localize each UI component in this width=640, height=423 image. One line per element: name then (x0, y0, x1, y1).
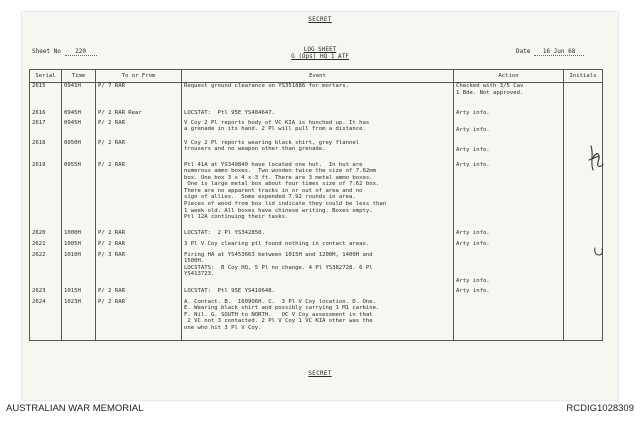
title-line-1: LOG SHEET (303, 46, 337, 53)
action-cell (454, 299, 564, 341)
time-cell: 0950H (62, 140, 96, 162)
event-cell: LOCSTAT: 2 Pl YS342850. (182, 230, 454, 241)
time-cell: 1005H (62, 241, 96, 252)
time-cell: 1015H (62, 288, 96, 299)
serial-cell: 2622 (30, 252, 62, 288)
serial-cell: 2620 (30, 230, 62, 241)
event-cell: Request ground clearance on YS351886 for mortars. (182, 83, 454, 110)
action-cell: Arty info. (454, 120, 564, 140)
serial-cell: 2624 (30, 299, 62, 341)
classification-bottom: SECRET (308, 370, 332, 377)
to-from-cell: P/ 3 RAR (96, 252, 182, 288)
to-from-cell: P/ 2 RAR (96, 140, 182, 162)
time-cell: 1023H (62, 299, 96, 341)
serial-cell: 2615 (30, 83, 62, 110)
to-from-cell: P/ 2 RAR (96, 162, 182, 230)
initials-cell (564, 299, 603, 341)
action-cell: Arty info. (454, 288, 564, 299)
sheet-number (32, 48, 97, 56)
header-action: Action (454, 70, 564, 83)
event-cell: Firing HA at YS453663 between 1015H and 1200H, 1400H and 1500H. LOCSTATS: B Coy HQ, 5 Pl no change. 4 Pl YS382728. 6 Pl YS413723. (182, 252, 454, 288)
serial-cell: 2616 (30, 110, 62, 120)
event-cell: LOCSTAT: Ptl 95E YS404647. (182, 110, 454, 120)
action-cell: Arty info. (454, 241, 564, 252)
serial-cell: 2619 (30, 162, 62, 230)
initials-cell (564, 120, 603, 140)
footer-record-id: RCDIG1028309 (566, 403, 634, 414)
time-cell: 0941H (62, 83, 96, 110)
sheet-label: Sheet No (32, 48, 61, 55)
table-row (30, 241, 603, 252)
header-event: Event (182, 70, 454, 83)
to-from-cell: P/ 2 RAR (96, 230, 182, 241)
table-row (30, 288, 603, 299)
to-from-cell: P/ 2 RAR (96, 288, 182, 299)
log-table (29, 69, 603, 341)
to-from-cell: P/ 2 RAR (96, 241, 182, 252)
action-cell: Arty info. (454, 252, 564, 288)
time-cell: 0945H (62, 110, 96, 120)
sheet-date (516, 48, 584, 56)
classification-top: SECRET (308, 16, 332, 23)
to-from-cell: P/ 2 RAR (96, 120, 182, 140)
event-cell: A. Contact. B. 1609O6H. C. 3 Pl V Coy location. D. One. E. Wearing black shirt and possibly carrying 1 M1 carbine. F. Nil. G. SOUTH to NORTH. OC V Coy assessment in that 2 VC not 3 contacted. 2 Pl V Coy 1 VC KIA other was the one who hit 3 Pl V Coy. (182, 299, 454, 341)
initials-cell (564, 288, 603, 299)
header-time: Time (62, 70, 96, 83)
serial-cell: 2623 (30, 288, 62, 299)
action-cell: Checked with 3/5 Cav 1 Bde. Not approved. (454, 83, 564, 110)
serial-cell: 2617 (30, 120, 62, 140)
event-cell: Ptl 41A at YS349840 have located one hut. In hut are numerous ammo boxes. Two wooden twice the size of 7.62mm box. One box 3 x 4 x 3 ft. There are 3 metal ammo boxes. One is large metal box about four times size of 7.62 box. There are no apparent tracks in or out of area and no sign of allies. Some expended 7.92 rounds in area. Pieces of wood from box lid indicate they could be less than 1 week old. All boxes have chinese writing. Boxes empty. Ptl 12A continuing their tasks. (182, 162, 454, 230)
action-cell: Arty info. (454, 230, 564, 241)
initials-cell (564, 230, 603, 241)
table-row (30, 120, 603, 140)
log-sheet-page (22, 12, 618, 400)
title-line-2: G (Ops) HQ 1 ATF (291, 53, 349, 60)
event-cell: V Coy 2 Pl reports wearing black shirt, grey flannel trousers and no weapon other than grenade. (182, 140, 454, 162)
table-header-row (30, 70, 603, 83)
table-row (30, 110, 603, 120)
event-cell: V Coy 2 Pl reports body of VC KIA is hunched up. It has a grenade in its hand. 2 Pl will pull from a distance. (182, 120, 454, 140)
table-row (30, 299, 603, 341)
date-value: 16 Jun 68 (534, 48, 584, 56)
header-to-or-from: To or From (96, 70, 182, 83)
footer-archive-name: AUSTRALIAN WAR MEMORIAL (6, 403, 144, 414)
log-sheet-title (250, 46, 390, 60)
sheet-no-value: 220 (65, 48, 97, 56)
time-cell: 0955H (62, 162, 96, 230)
header-serial: Serial (30, 70, 62, 83)
to-from-cell: P/ 7 RAR (96, 83, 182, 110)
table-row (30, 230, 603, 241)
header-initials: Initials (564, 70, 603, 83)
event-cell: LOCSTAT: Ptl 95E YS410648. (182, 288, 454, 299)
to-from-cell: P/ 2 RAR (96, 299, 182, 341)
table-row (30, 140, 603, 162)
table-row (30, 162, 603, 230)
table-row (30, 83, 603, 110)
serial-cell: 2621 (30, 241, 62, 252)
action-cell: Arty info. (454, 110, 564, 120)
action-cell: Arty info. (454, 140, 564, 162)
to-from-cell: P/ 2 RAR Rear (96, 110, 182, 120)
handwritten-tick-mark (592, 244, 606, 258)
initials-cell (564, 83, 603, 110)
serial-cell: 2618 (30, 140, 62, 162)
date-label: Date (516, 48, 531, 55)
time-cell: 1000H (62, 230, 96, 241)
time-cell: 0945H (62, 120, 96, 140)
table-row (30, 252, 603, 288)
time-cell: 1010H (62, 252, 96, 288)
handwritten-initials-mark (585, 140, 609, 176)
event-cell: 3 Pl V Coy clearing ptl found nothing in contact areas. (182, 241, 454, 252)
action-cell: Arty info. (454, 162, 564, 230)
initials-cell (564, 110, 603, 120)
